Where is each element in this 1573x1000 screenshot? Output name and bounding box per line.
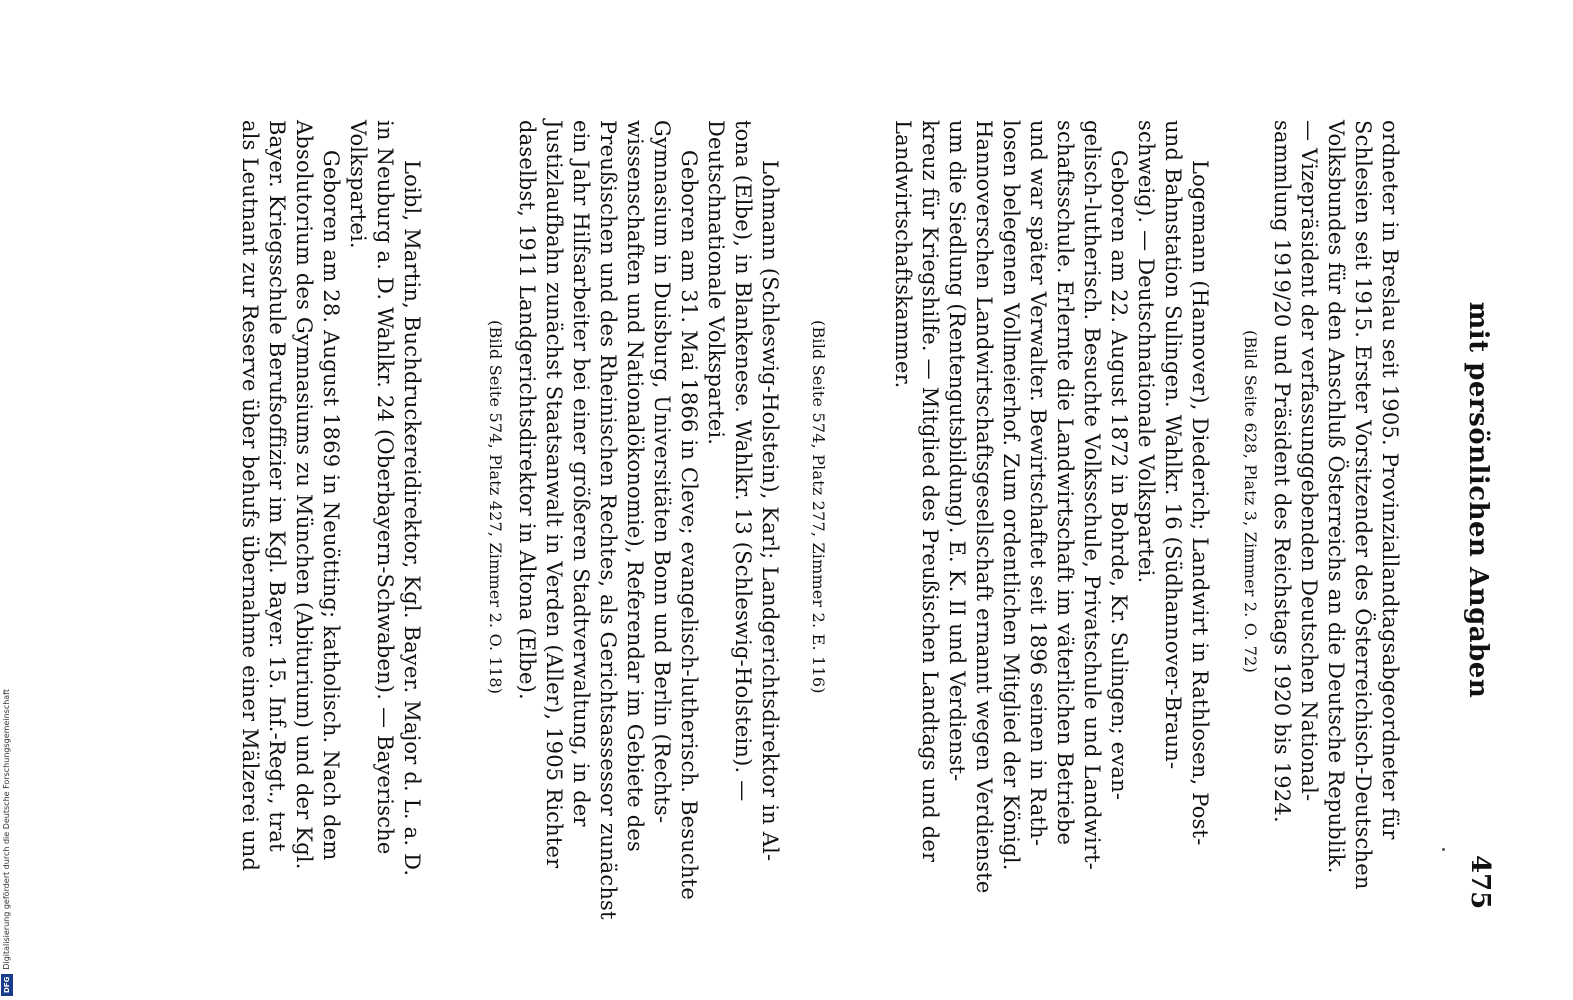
text-line: Volkspartei.: [346, 120, 370, 249]
image-reference-caption: (Bild Seite 628, Platz 3, Zimmer 2. O. 72): [1241, 330, 1260, 674]
text-line: und war später Verwalter. Bewirtschaftet seit 1896 seinen in Rath-: [1026, 120, 1050, 847]
text-line: Justizlaufbahn zunächst Staatsanwalt in Verden (Aller), 1905 Richter: [542, 120, 566, 869]
image-reference-caption: (Bild Seite 574, Platz 277, Zimmer 2. E. 116): [809, 320, 828, 694]
text-line: Preußischen und des Rheinischen Rechtes, als Gerichtsassessor zunächst: [596, 120, 620, 920]
entry-heading-line: Lohmann (Schleswig-Holstein), Karl; Landgerichtsdirektor in Al-: [758, 160, 782, 862]
text-line: Landwirtschaftskammer.: [891, 120, 915, 389]
text-line: kreuz für Kriegshilfe. — Mitglied des Preußischen Landtags und der: [918, 120, 942, 863]
text-line: Bayer. Kriegsschule Berufsoffizier im Kgl. Bayer. 15. Inf.-Regt., trat: [265, 120, 289, 852]
page-header-title: mit persönlichen Angaben: [1463, 301, 1493, 699]
text-line: und Bahnstation Sulingen. Wahlkr. 16 (Südhannover-Braun-: [1161, 120, 1185, 770]
text-line: Geboren am 22. August 1872 in Bohrde, Kr. Sulingen; evan-: [1107, 150, 1131, 801]
text-line: Absolutorium des Gymnasiums zu München (Abiturium) und der Kgl.: [292, 120, 316, 870]
text-line: tona (Elbe), in Blankenese. Wahlkr. 13 (Schleswig-Holstein). —: [731, 120, 755, 802]
dfg-logo: DFG: [1, 974, 13, 996]
digitization-credit-text: Digitalisierung gefördert durch die Deutsche Forschungsgemeinschaft: [2, 689, 11, 970]
text-line: Geboren am 28. August 1869 in Neuötting; katholisch. Nach dem: [319, 150, 343, 861]
text-line: schaftsschule. Erlernte die Landwirtschaft im väterlichen Betriebe: [1053, 120, 1077, 846]
text-line: Deutschnationale Volkspartei.: [704, 120, 728, 446]
text-line: Gymnasium in Duisburg, Universitäten Bonn und Berlin (Rechts-: [650, 120, 674, 824]
entry-heading-line: Loibl, Martin, Buchdruckereidirektor, Kgl. Bayer. Major d. L. a. D.: [400, 160, 424, 877]
text-line: Geboren am 31. Mai 1866 in Cleve; evangelisch-lutherisch. Besuchte: [677, 150, 701, 900]
text-line: daselbst, 1911 Landgerichtsdirektor in Altona (Elbe).: [515, 120, 539, 700]
digitization-credit-bar: [0, 600, 14, 1000]
text-line: in Neuburg a. D. Wahlkr. 24 (Oberbayern-Schwaben). — Bayerische: [373, 120, 397, 855]
entry-heading-line: Logemann (Hannover), Diederich; Landwirt in Rathlosen, Post-: [1188, 160, 1212, 846]
text-line: um die Siedlung (Rentengutsbildung). E. K. II und Verdienst-: [945, 120, 969, 782]
text-line: losen belegenen Vollmeierhof. Zum ordentlichen Mitglied der Königl.: [999, 120, 1023, 871]
scan-speck: [1442, 848, 1445, 851]
page-number: 475: [1465, 855, 1495, 910]
text-line: Volksbundes für den Anschluß Österreichs an die Deutsche Republik.: [1324, 120, 1348, 874]
text-line: als Leutnant zur Reserve über behufs übernahme einer Mälzerei und: [238, 120, 262, 872]
text-line: Schlesien seit 1915. Erster Vorsitzender des Österreichisch-Deutschen: [1351, 120, 1375, 890]
text-line: sammlung 1919/20 und Präsident des Reichstags 1920 bis 1924.: [1270, 120, 1294, 823]
text-line: wissenschaften und Nationalökonomie), Referendar im Gebiete des: [623, 120, 647, 853]
text-line: gelisch-lutherisch. Besuchte Volksschule, Privatschule und Landwirt-: [1080, 120, 1104, 871]
image-reference-caption: (Bild Seite 574, Platz 427, Zimmer 2. O. 118): [486, 320, 505, 695]
text-line: Hannoverschen Landwirtschaftsgesellschaft ernannt wegen Verdienste: [972, 120, 996, 894]
text-line: schweig). — Deutschnationale Volkspartei.: [1134, 120, 1158, 584]
text-line: ein Jahr Hilfsarbeiter bei einer größeren Stadtverwaltung, in der: [569, 120, 593, 827]
text-line: ordneter in Breslau seit 1905. Provinziallandtagsabgeordneter für: [1378, 120, 1402, 840]
text-line: — Vizepräsident der verfassunggebenden Deutschen National-: [1297, 120, 1321, 802]
